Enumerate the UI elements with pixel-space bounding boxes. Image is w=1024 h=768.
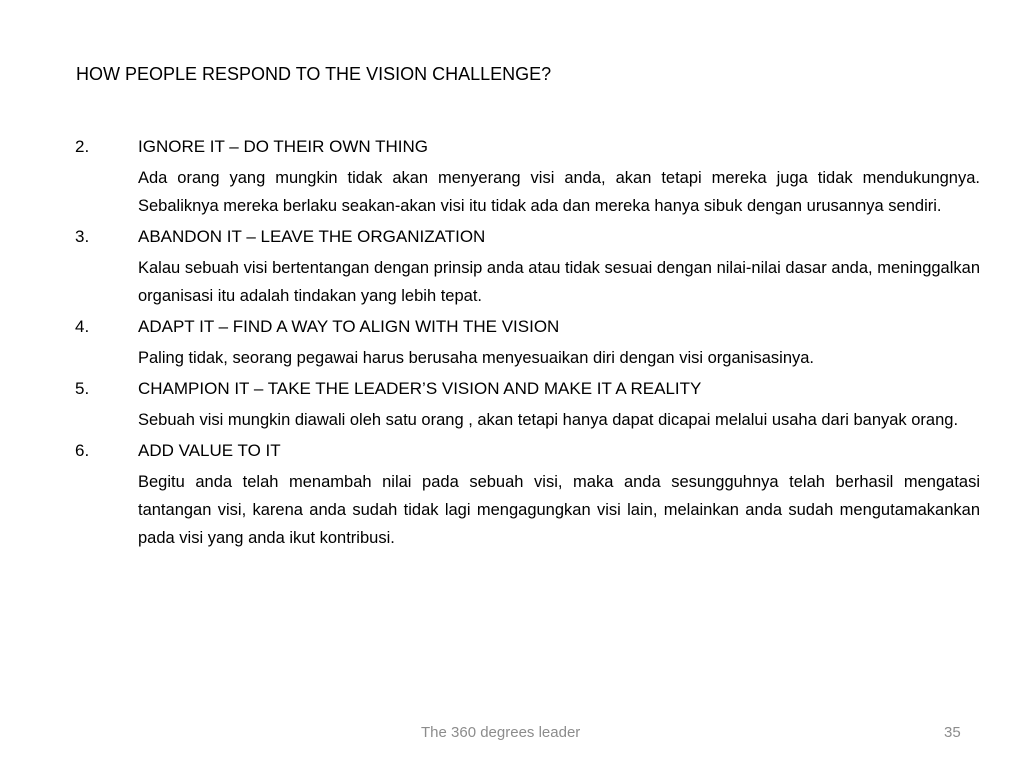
item-heading: ADAPT IT – FIND A WAY TO ALIGN WITH THE VISION <box>138 317 560 336</box>
item-description: Ada orang yang mungkin tidak akan menyerang visi anda, akan tetapi mereka juga tidak mendukungnya. Sebaliknya mereka berlaku seakan-akan visi itu tidak ada dan mereka hanya sibuk dengan urusannya sendiri. <box>138 169 980 215</box>
item-heading: IGNORE IT – DO THEIR OWN THING <box>138 137 428 156</box>
item-number: 2. <box>75 137 90 156</box>
page-number: 35 <box>944 724 961 741</box>
item-description: Kalau sebuah visi bertentangan dengan prinsip anda atau tidak sesuai dengan nilai-nilai dasar anda, meninggalkan organisasi itu adalah tindakan yang lebih tepat. <box>138 259 980 305</box>
item-heading: ABANDON IT – LEAVE THE ORGANIZATION <box>138 227 486 246</box>
item-header <box>75 314 980 340</box>
item-number: 6. <box>75 441 90 460</box>
response-list <box>75 134 980 556</box>
item-description: Paling tidak, seorang pegawai harus berusaha menyesuaikan diri dengan visi organisasinya. <box>138 349 815 367</box>
item-heading: ADD VALUE TO IT <box>138 441 281 460</box>
item-number: 5. <box>75 379 90 398</box>
item-number: 3. <box>75 227 90 246</box>
item-header <box>75 224 980 250</box>
item-description: Sebuah visi mungkin diawali oleh satu orang , akan tetapi hanya dapat dicapai melalui usaha dari banyak orang. <box>138 411 959 429</box>
list-item <box>75 376 980 434</box>
slide-title: HOW PEOPLE RESPOND TO THE VISION CHALLENGE? <box>76 64 552 84</box>
list-item <box>75 134 980 220</box>
item-header <box>75 376 980 402</box>
list-item <box>75 438 980 552</box>
item-number: 4. <box>75 317 90 336</box>
list-item <box>75 224 980 310</box>
footer-text: The 360 degrees leader <box>421 724 581 741</box>
item-description: Begitu anda telah menambah nilai pada sebuah visi, maka anda sesungguhnya telah berhasil mengatasi tantangan visi, karena anda sudah tidak lagi mengagungkan visi lain, melainkan anda sudah mengutamakankan pada visi yang anda ikut kontribusi. <box>138 473 980 547</box>
item-heading: CHAMPION IT – TAKE THE LEADER’S VISION AND MAKE IT A REALITY <box>138 379 702 398</box>
list-item <box>75 314 980 372</box>
item-header <box>75 438 980 464</box>
item-header <box>75 134 980 160</box>
